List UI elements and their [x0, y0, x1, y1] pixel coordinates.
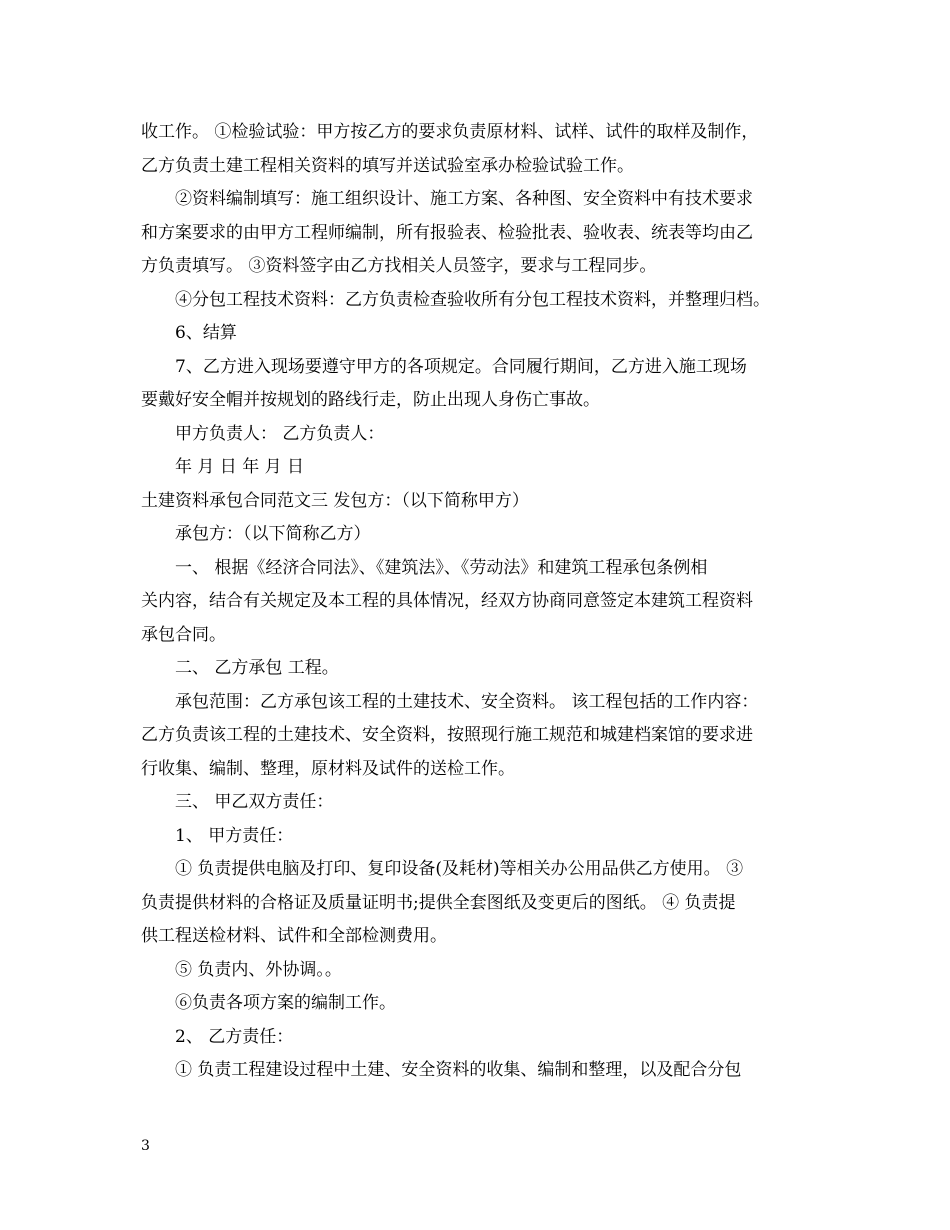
text-line: ① 负责工程建设过程中土建、安全资料的收集、编制和整理，以及配合分包	[175, 1060, 742, 1080]
text-line: 要戴好安全帽并按规划的路线行走，防止出现人身伤亡事故。	[141, 390, 600, 410]
text-line: 甲方负责人： 乙方负责人：	[175, 423, 385, 444]
text-line: ②资料编制填写：施工组织设计、施工方案、各种图、安全资料中有技术要求	[175, 189, 753, 209]
text-line: 和方案要求的由甲方工程师编制，所有报验表、检验批表、验收表、统表等均由乙	[141, 222, 753, 243]
text-line: 供工程送检材料、试件和全部检测费用。	[141, 926, 447, 946]
text-line: 一、 根据《经济合同法》、《建筑法》、《劳动法》和建筑工程承包条例相	[175, 557, 708, 578]
text-line: 年 月 日 年 月 日	[175, 457, 305, 477]
text-line: ④分包工程技术资料：乙方负责检查验收所有分包工程技术资料，并整理归档。	[175, 289, 770, 310]
text-line: 二、 乙方承包 工程。	[175, 658, 339, 678]
text-line: 2、 乙方责任：	[175, 1026, 294, 1047]
text-line: 7、乙方进入现场要遵守甲方的各项规定。合同履行期间，乙方进入施工现场	[175, 356, 747, 377]
document-body	[141, 116, 829, 1088]
text-line: 1、 甲方责任：	[175, 825, 294, 846]
text-line: 承包方：（以下简称乙方）	[175, 524, 371, 544]
text-line: 承包合同。	[141, 624, 226, 645]
text-line: ⑥负责各项方案的编制工作。	[175, 993, 396, 1013]
text-line: 6、结算	[175, 323, 237, 343]
text-line: 方负责填写。 ③资料签字由乙方找相关人员签字，要求与工程同步。	[141, 256, 657, 276]
text-line: 行收集、编制、整理，原材料及试件的送检工作。	[141, 758, 515, 779]
text-line: 土建资料承包合同范文三 发包方：（以下简称甲方）	[141, 490, 529, 511]
text-line: ① 负责提供电脑及打印、复印设备(及耗材)等相关办公用品供乙方使用。 ③	[175, 859, 744, 879]
page-number: 3	[141, 1138, 150, 1154]
text-line: 三、 甲乙双方责任：	[175, 792, 334, 812]
text-line: 收工作。 ①检验试验：甲方按乙方的要求负责原材料、试样、试件的取样及制作，	[141, 122, 759, 142]
text-line: 负责提供材料的合格证及质量证明书;提供全套图纸及变更后的图纸。 ④ 负责提	[141, 892, 736, 913]
text-line: 承包范围：乙方承包该工程的土建技术、安全资料。 该工程包括的工作内容：	[175, 691, 759, 712]
text-line: 乙方负责土建工程相关资料的填写并送试验室承办检验试验工作。	[141, 155, 634, 176]
text-line: 关内容，结合有关规定及本工程的具体情况，经双方协商同意签定本建筑工程资料	[141, 591, 753, 611]
text-line: 乙方负责该工程的土建技术、安全资料，按照现行施工规范和城建档案馆的要求进	[141, 725, 753, 745]
text-line: ⑤ 负责内、外协调。。	[175, 959, 342, 980]
